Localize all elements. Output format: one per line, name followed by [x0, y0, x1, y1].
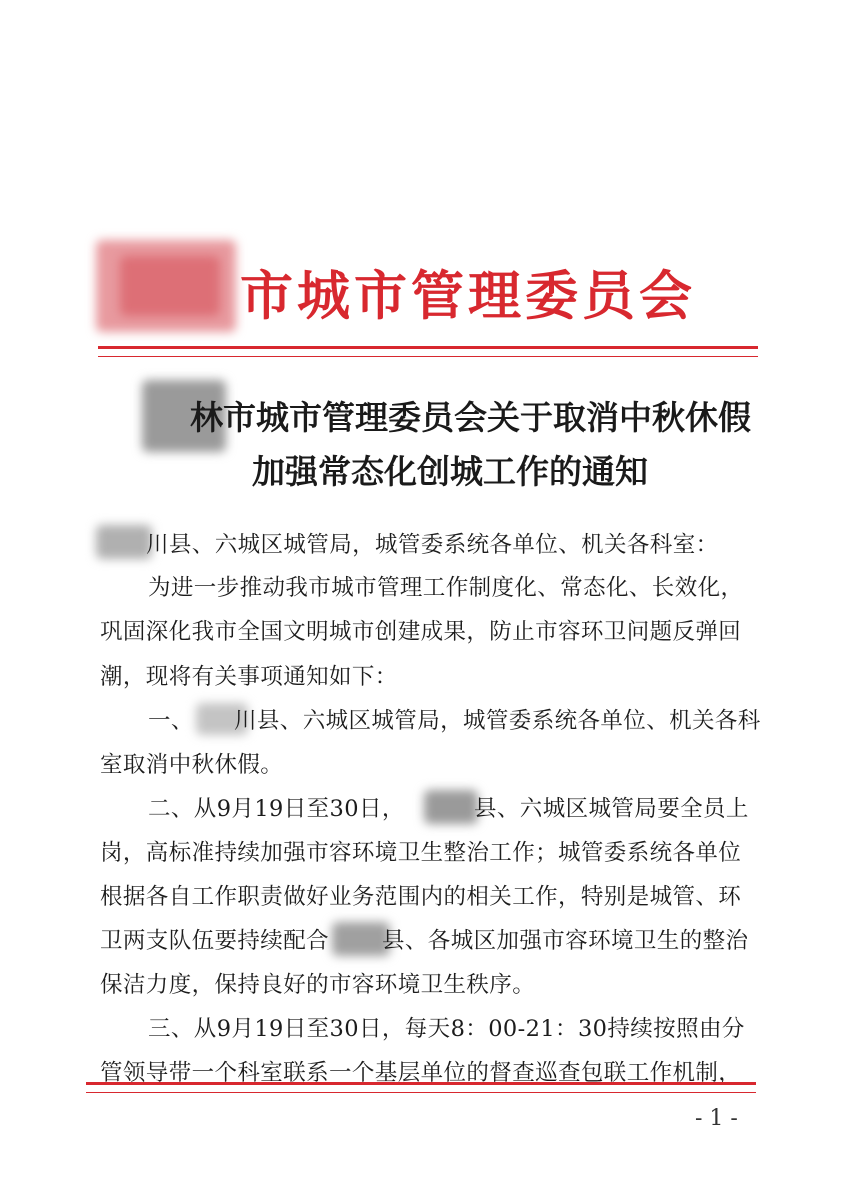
intro-line-1: 为进一步推动我市城市管理工作制度化、常态化、长效化，: [148, 575, 744, 601]
item2-line-4-suffix: 县、各城区加强市容环境卫生的整治: [382, 928, 749, 954]
intro-line-2: 巩固深化我市全国文明城市创建成果，防止市容环卫问题反弹回: [100, 619, 742, 645]
item2-line-1-prefix: 二、从9月19日至30日，: [148, 796, 405, 822]
document-title-line-1: [190, 392, 760, 439]
title-line-2-text: 加强常态化创城工作的通知: [252, 452, 648, 491]
title-line-1-text: 林市城市管理委员会关于取消中秋休假: [190, 398, 751, 437]
header-red-divider: [98, 346, 758, 357]
item2-line-3: 根据各自工作职责做好业务范围内的相关工作，特别是城管、环: [100, 884, 742, 910]
issuing-organization: 市城市管理委员会: [240, 265, 696, 327]
item2-line-1-suffix: 县、六城区城管局要全员上: [474, 796, 749, 822]
document-title-line-2: [252, 446, 692, 493]
item1-line-2: 室取消中秋休假。: [100, 752, 284, 778]
redacted-header-prefix-core: [120, 256, 220, 316]
item1-line-1-prefix: 一、: [148, 708, 194, 734]
redacted-item2-a: [424, 790, 478, 824]
page-number: - 1 -: [695, 1106, 738, 1131]
intro-line-3: 潮，现将有关事项通知如下：: [100, 664, 398, 690]
item3-line-2: 管领导带一个科室联系一个基层单位的督查巡查包联工作机制，: [100, 1060, 742, 1086]
item2-line-4-prefix: 卫两支队伍要持续配合: [100, 928, 330, 954]
item3-line-1: 三、从9月19日至30日，每天8：00-21：30持续按照由分: [148, 1016, 745, 1042]
item2-line-5: 保洁力度，保持良好的市容环境卫生秩序。: [100, 972, 536, 998]
item1-line-1-suffix: 川县、六城区城管局，城管委系统各单位、机关各科: [234, 708, 761, 734]
footer-red-divider: [86, 1082, 756, 1093]
recipients-line: 川县、六城区城管局，城管委系统各单位、机关各科室：: [146, 532, 719, 558]
item2-line-2: 岗，高标准持续加强市容环境卫生整治工作；城管委系统各单位: [100, 840, 742, 866]
redacted-recipient-prefix: [96, 525, 152, 559]
